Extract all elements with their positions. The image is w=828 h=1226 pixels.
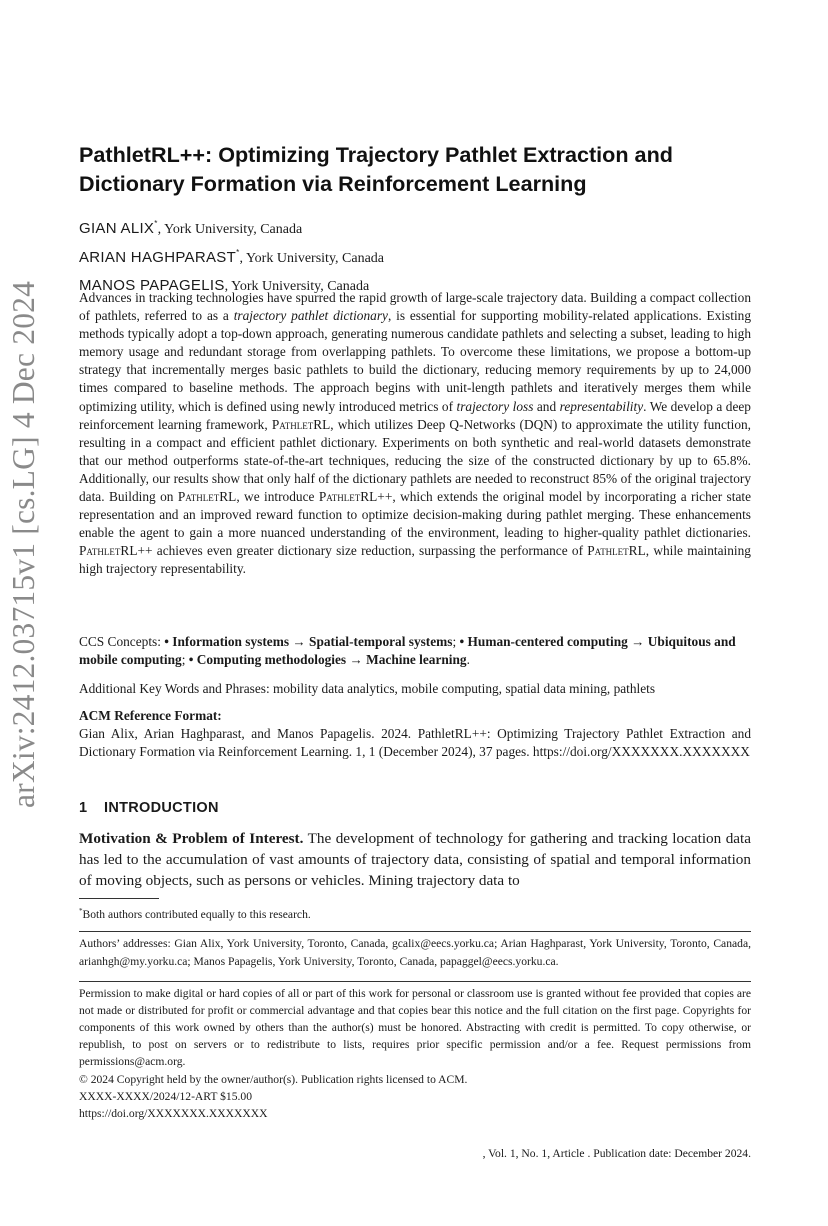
abstract: Advances in tracking technologies have spurred the rapid growth of large-scale trajectory data. Building a compact collection of pathlets, referred to as a trajectory pathlet dictionary, is essential for supporting mobility-related applications. Existing methods typically adopt a top-down approach, generating numerous candidate pathlets and selecting a subset, leading to high memory usage and redundant storage from overlapping pathlets. To overcome these limitations, we propose a bottom-up strategy that incrementally merges basic pathlets to build the dictionary, reducing memory requirements by up to 24,000 times compared to baseline methods. The approach begins with unit-length pathlets and iteratively merges them while optimizing utility, which is defined using newly introduced metrics of trajectory loss and representability. We develop a deep reinforcement learning framework, PathletRL, which utilizes Deep Q-Networks (DQN) to approximate the utility function, resulting in a compact and efficient pathlet dictionary. Experiments on both synthetic and real-world datasets demonstrate that our method outperforms state-of-the-art techniques, reducing the size of the constructed dictionary by up to 65.8%. Additionally, our results show that only half of the dictionary pathlets are needed to reconstruct 85% of the original trajectory data. Building on PathletRL, we introduce PathletRL++, which extends the original model by incorporating a richer state representation and an improved reward function to optimize decision-making during pathlet merging. These enhancements enable the agent to gain a more nuanced understanding of the environment, leading to higher-quality pathlet dictionaries. PathletRL++ achieves even greater dictionary size reduction, surpassing the performance of PathletRL, while maintaining high trajectory representability.	[79, 290, 751, 577]
acm-reference-label: ACM Reference Format:	[79, 708, 222, 723]
author-name: MANOS PAPAGELIS	[79, 277, 225, 294]
paragraph-lead: Motivation & Problem of Interest.	[79, 830, 304, 847]
footnote: *Both authors contributed equally to this research.	[79, 907, 311, 921]
divider-line	[79, 931, 751, 932]
author-affiliation: , York University, Canada	[224, 279, 370, 294]
paper-title: PathletRL++: Optimizing Trajectory Pathlet Extraction and Dictionary Formation via Reinforcement Learning	[79, 142, 673, 196]
author-footnote-mark: *	[236, 247, 240, 257]
divider-line	[79, 981, 751, 982]
author-name: GIAN ALIX*	[79, 219, 158, 237]
additional-keywords: Additional Key Words and Phrases: mobility data analytics, mobile computing, spatial data mining, pathlets	[79, 681, 656, 696]
section-title: INTRODUCTION	[104, 800, 219, 816]
author-list	[79, 213, 751, 299]
author-name: ARIAN HAGHPARAST*	[79, 247, 240, 266]
footnote-divider	[79, 898, 159, 899]
page-footer: , Vol. 1, No. 1, Article . Publication date: December 2024.	[482, 1147, 751, 1160]
issn-line: XXXX-XXXX/2024/12-ART $15.00	[79, 1090, 252, 1104]
arxiv-identifier-stamp: arXiv:2412.03715v1 [cs.LG] 4 Dec 2024	[6, 280, 41, 808]
ccs-concepts: CCS Concepts: • Information systems → Spatial-temporal systems; • Human-centered computing → Ubiquitous and mobile computing; • Computing methodologies → Machine learning.	[79, 634, 736, 668]
section-number: 1	[79, 800, 88, 816]
copyright-line: © 2024 Copyright held by the owner/author(s). Publication rights licensed to ACM.	[79, 1073, 468, 1086]
author-entry	[79, 213, 751, 242]
introduction-paragraph: Motivation & Problem of Interest. The development of technology for gathering and tracking location data has led to the accumulation of vast amounts of trajectory data, consisting of spatial and temporal information of moving objects, such as persons or vehicles. Mining trajectory data to	[79, 830, 751, 890]
acm-reference-text: Gian Alix, Arian Haghparast, and Manos Papagelis. 2024. PathletRL++: Optimizing Trajectory Pathlet Extraction and Dictionary Formation via Reinforcement Learning. 1, 1 (December 2024), 37 pages. https://doi.org/XXXXXXX.XXXXXXX	[79, 726, 751, 760]
section-heading	[79, 798, 751, 818]
copyright-block	[79, 1071, 751, 1123]
author-footnote-mark: *	[154, 219, 158, 228]
permission-notice: Permission to make digital or hard copies of all or part of this work for personal or classroom use is granted without fee provided that copies are not made or distributed for profit or commercial advantage and that copies bear this notice and the full citation on the first page. Copyrights for components of this work owned by others than the author(s) must be honored. Abstracting with credit is permitted. To copy otherwise, or republish, to post on servers or to redistribute to lists, requires prior specific permission and/or a fee. Request permissions from permissions@acm.org.	[79, 987, 751, 1068]
author-entry	[79, 242, 751, 271]
author-addresses: Authors’ addresses: Gian Alix, York University, Toronto, Canada, gcalix@eecs.yorku.ca; Arian Haghparast, York University, Toronto, Canada, arianhgh@my.yorku.ca; Manos Papagelis, York University, Toronto, Canada, papaggel@eecs.yorku.ca.	[79, 937, 751, 968]
author-affiliation: , York University, Canada	[239, 250, 385, 266]
doi-line: https://doi.org/XXXXXXX.XXXXXXX	[79, 1107, 268, 1121]
author-affiliation: , York University, Canada	[157, 222, 303, 237]
